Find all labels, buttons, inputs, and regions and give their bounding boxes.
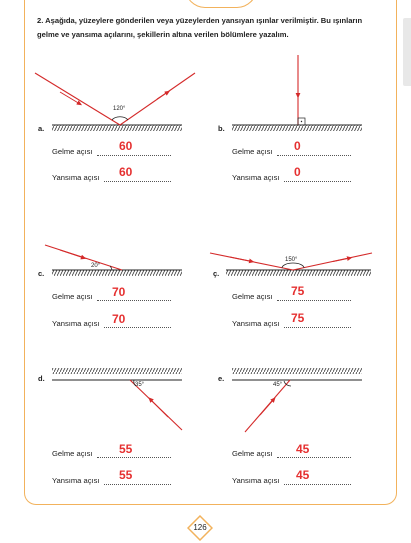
angle-label-c: 20° xyxy=(91,263,101,269)
reflection-answer-c: 70 xyxy=(112,312,126,326)
reflection-label-a: Yansıma açısı xyxy=(52,173,100,182)
reflection-answer-b: 0 xyxy=(294,165,301,179)
incidence-answer-d: 55 xyxy=(119,442,133,456)
incidence-answer-a: 60 xyxy=(119,139,133,153)
incidence-blank-a xyxy=(97,155,171,156)
incidence-blank-cc xyxy=(277,300,351,301)
reflection-label-cc: Yansıma açısı xyxy=(232,319,280,328)
reflection-blank-b xyxy=(284,181,351,182)
surface-a xyxy=(52,125,182,131)
surface-c xyxy=(52,270,182,276)
reflection-answer-e: 45 xyxy=(296,468,310,482)
reflection-blank-c xyxy=(104,327,171,328)
page-number-badge xyxy=(187,515,213,541)
incidence-blank-d xyxy=(97,457,171,458)
incidence-label-b: Gelme açısı xyxy=(232,147,273,156)
incidence-answer-cc: 75 xyxy=(291,284,305,298)
angle-arc-a xyxy=(112,117,128,120)
incidence-blank-e xyxy=(277,457,351,458)
reflection-blank-cc xyxy=(284,327,351,328)
angle-label-a: 120° xyxy=(113,106,126,112)
page-number: 126 xyxy=(193,523,207,532)
surface-e xyxy=(232,368,362,374)
figure-d-letter: d. xyxy=(38,374,45,383)
figure-b-letter: b. xyxy=(218,124,225,133)
figure-e-letter: e. xyxy=(218,374,225,383)
reflection-label-b: Yansıma açısı xyxy=(232,173,280,182)
reflection-label-d: Yansıma açısı xyxy=(52,476,100,485)
incidence-blank-c xyxy=(97,300,171,301)
incidence-answer-b: 0 xyxy=(294,139,301,153)
reflection-label-e: Yansıma açısı xyxy=(232,476,280,485)
incidence-label-e: Gelme açısı xyxy=(232,449,273,458)
reflection-answer-d: 55 xyxy=(119,468,133,482)
figure-e xyxy=(232,368,362,432)
surface-d xyxy=(52,368,182,374)
reflection-answer-cc: 75 xyxy=(291,311,305,325)
incident-ray-a xyxy=(35,73,120,125)
incidence-answer-e: 45 xyxy=(296,442,310,456)
incidence-label-cc: Gelme açısı xyxy=(232,292,273,301)
figure-d xyxy=(52,368,182,430)
figure-a xyxy=(35,73,195,131)
angle-label-cc: 150° xyxy=(285,257,298,263)
angle-label-e: 45° xyxy=(273,382,283,388)
incidence-label-c: Gelme açısı xyxy=(52,292,93,301)
reflection-blank-d xyxy=(104,484,171,485)
surface-b xyxy=(232,125,362,131)
incidence-label-a: Gelme açısı xyxy=(52,147,93,156)
incidence-answer-c: 70 xyxy=(112,285,126,299)
reflection-label-c: Yansıma açısı xyxy=(52,319,100,328)
reflection-answer-a: 60 xyxy=(119,165,133,179)
reflected-ray-cc xyxy=(293,253,372,270)
reflection-blank-a xyxy=(104,181,171,182)
figure-c-letter: c. xyxy=(38,269,45,278)
reflection-blank-e xyxy=(284,484,351,485)
incidence-label-d: Gelme açısı xyxy=(52,449,93,458)
figure-a-letter: a. xyxy=(38,124,45,133)
question-number: 2. xyxy=(37,16,44,25)
incidence-blank-b xyxy=(277,155,351,156)
question-body: Aşağıda, yüzeylere gönderilen veya yüzeylerden yansıyan ışınlar verilmiştir. Bu ışınların gelme ve yansıma açılarını, şekillerin altına verilen bölümlere yazalım. xyxy=(37,16,363,39)
figure-cc-letter: ç. xyxy=(213,269,220,278)
figure-c xyxy=(45,245,182,276)
surface-cc xyxy=(226,270,371,276)
figure-b xyxy=(232,55,362,131)
angle-label-d: 35° xyxy=(135,382,145,388)
